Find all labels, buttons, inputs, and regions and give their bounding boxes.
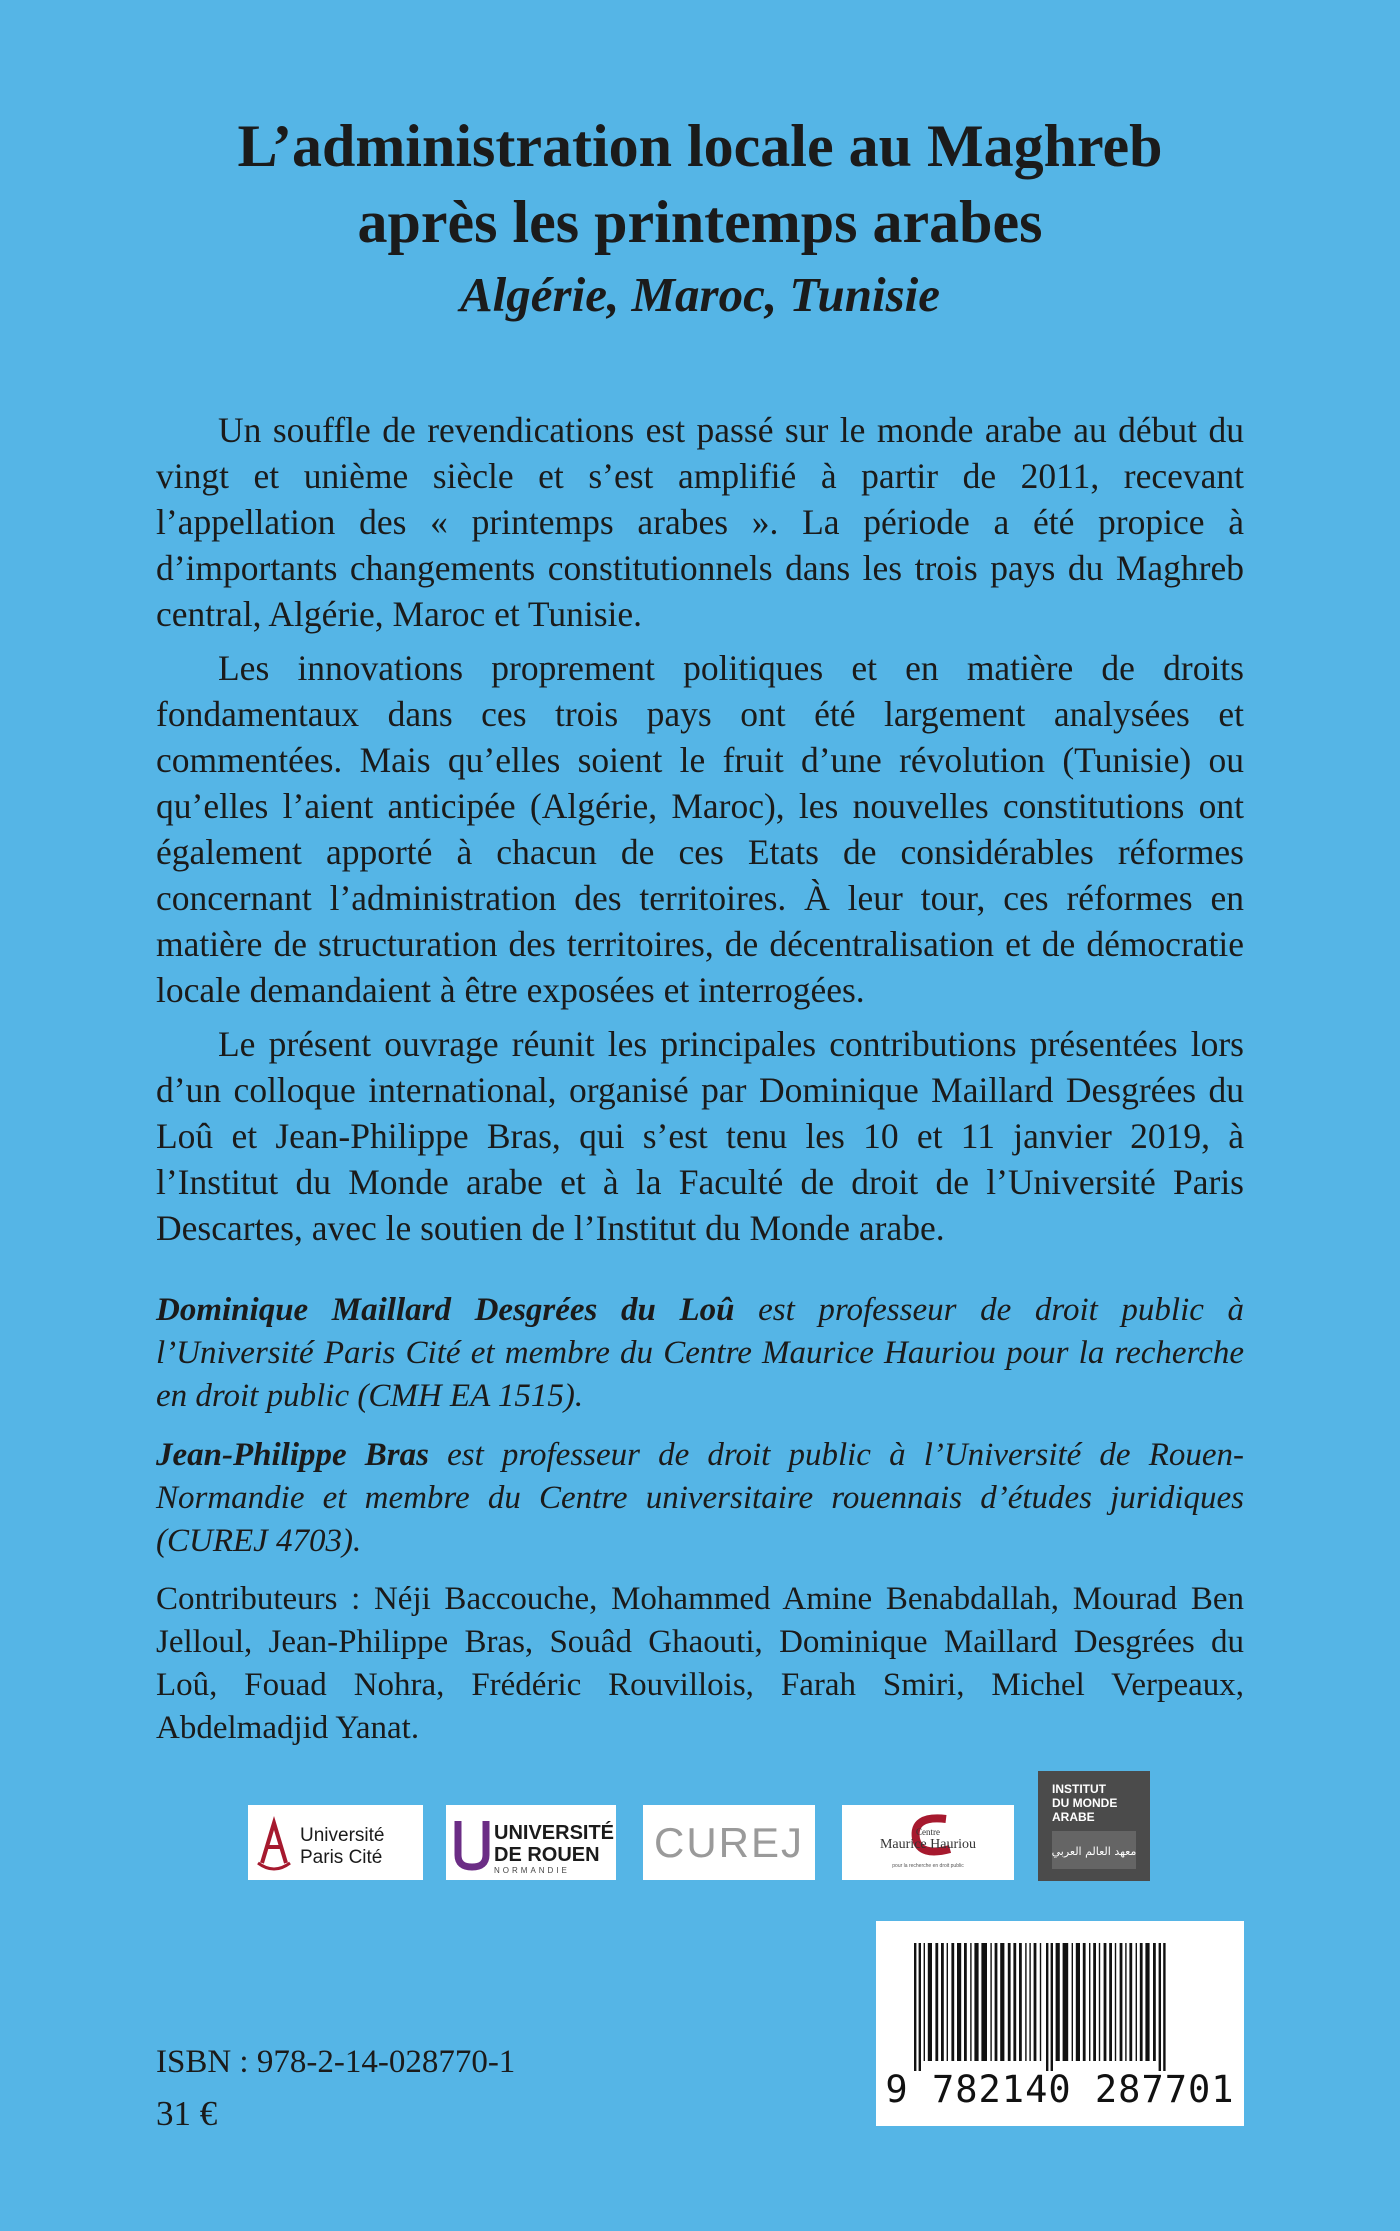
ima-arabic: معهد العالم العربي	[1051, 1845, 1137, 1858]
curej-logo	[643, 1805, 815, 1880]
barcode-bar	[957, 1943, 961, 2061]
rouen-emblem-icon	[446, 1805, 616, 1880]
universite-de-rouen-logo	[446, 1805, 616, 1880]
barcode-bar	[1104, 1943, 1107, 2061]
rouen-line2: DE ROUEN	[494, 1844, 600, 1866]
ima-line3: ARABE	[1052, 1810, 1095, 1824]
barcode-bar	[935, 1943, 938, 2061]
barcode-bar	[1046, 1943, 1048, 2071]
isbn: ISBN : 978-2-14-028770-1	[156, 2044, 516, 2080]
curej-text: CUREJ	[653, 1819, 805, 1866]
barcode-bar	[1153, 1943, 1156, 2061]
barcode-bar	[1120, 1943, 1123, 2061]
title-block	[0, 108, 1400, 330]
rouen-line1: UNIVERSITÉ	[494, 1822, 615, 1844]
upc-line1: Université	[300, 1825, 385, 1846]
barcode-bar	[1040, 1943, 1041, 2061]
author-bio-1	[156, 1289, 1244, 1418]
barcode-bar	[1013, 1943, 1016, 2061]
barcode-bar	[1029, 1943, 1030, 2061]
barcode-bar	[1099, 1943, 1100, 2061]
summary-text	[156, 407, 1244, 1259]
barcode-bar	[1129, 1943, 1132, 2061]
barcode-bar	[1159, 1943, 1161, 2071]
barcode-bar	[990, 1943, 991, 2061]
barcode-bar	[1051, 1943, 1053, 2071]
barcode-bars-icon	[876, 1921, 1244, 2071]
subtitle: Algérie, Maroc, Tunisie	[459, 267, 941, 322]
barcode-bar	[1072, 1943, 1073, 2061]
ima-emblem-icon	[1038, 1771, 1150, 1881]
barcode-bar	[1145, 1943, 1149, 2061]
upc-emblem-icon	[248, 1805, 423, 1880]
barcode-bar	[1076, 1943, 1080, 2061]
barcode-digits: 9 782140 287701	[885, 2068, 1235, 2111]
contributors: Contributeurs : Néji Baccouche, Mohammed Amine Benabdallah, Mourad Ben Jelloul, Jean-Philippe Bras, Souâd Ghaouti, Dominique Maillard Desgrées du Loû, Fouad Nohra, Frédéric Rouvillois, Farah Smiri, Michel Verpeaux, Abdelmadjid Yanat.	[156, 1581, 1244, 1746]
price: 31 €	[156, 2094, 218, 2133]
author-name-1: Dominique Maillard Desgrées du Loû	[156, 1292, 735, 1328]
centre-maurice-hauriou-logo	[842, 1805, 1014, 1880]
barcode-bar	[1008, 1943, 1011, 2061]
barcode-bar	[1163, 1943, 1165, 2071]
barcode-bar	[1034, 1943, 1037, 2061]
author-bio-text-1: est professeur de droit public à l’Université Paris Cité et membre du Centre Maurice Hauriou pour la recherche en droit public (CMH EA 1515).	[156, 1292, 1244, 1414]
barcode-bar	[1000, 1943, 1004, 2061]
barcode-bar	[924, 1943, 925, 2061]
barcode-bar	[1063, 1943, 1069, 2061]
barcode	[876, 1921, 1244, 2126]
barcode-bar	[1136, 1943, 1137, 2061]
barcode-bar	[981, 1943, 987, 2061]
barcode-bar	[964, 1943, 967, 2061]
barcode-bar	[941, 1943, 944, 2061]
barcode-bar	[1140, 1943, 1143, 2061]
barcode-bar	[1093, 1943, 1096, 2061]
barcode-bar	[1115, 1943, 1116, 2061]
hauriou-line2: Maurice Hauriou	[879, 1837, 977, 1852]
author-name-2: Jean-Philippe Bras	[156, 1437, 429, 1473]
institut-du-monde-arabe-logo	[1038, 1771, 1150, 1881]
summary-paragraph-1: Un souffle de revendications est passé sur le monde arabe au début du vingt et unième siècle et s’est amplifié à partir de 2011, recevant l’appellation des « printemps arabes ». La période a été propice à d’importants changements constitutionnels dans les trois pays du Maghreb central, Algérie, Maroc et Tunisie.	[156, 410, 1244, 634]
barcode-bar	[1089, 1943, 1090, 2061]
title-line-2: après les printemps arabes	[357, 189, 1043, 255]
barcode-bar	[995, 1943, 998, 2061]
hauriou-line3: pour la recherche en droit public	[892, 1863, 964, 1869]
ima-line2: DU MONDE	[1052, 1796, 1118, 1810]
ima-line1: INSTITUT	[1052, 1782, 1106, 1796]
universite-paris-cite-logo	[248, 1805, 423, 1880]
rouen-line3: NORMANDIE	[494, 1866, 570, 1875]
curej-wordmark-icon	[643, 1805, 815, 1880]
summary-paragraph-2: Les innovations proprement politiques et en matière de droits fondamentaux dans ces trois pays ont été largement analysées et commentées. Mais qu’elles soient le fruit d’une révolution (Tunisie) ou qu’elles l’aient anticipée (Algérie, Maroc), les nouvelles constitutions ont également apporté à chacun de ces Etats de considérables réformes concernant l’administration des territoires. À leur tour, ces réformes en matière de structuration des territoires, de décentralisation et de démocratie locale demandaient à être exposées et interrogées.	[156, 648, 1244, 1010]
barcode-bar	[1125, 1943, 1126, 2061]
summary-paragraph-3: Le présent ouvrage réunit les principales contributions présentées lors d’un colloque international, organisé par Dominique Maillard Desgrées du Loû et Jean-Philippe Bras, qui s’est tenu les 10 et 11 janvier 2019, à l’Institut du Monde arabe et à la Faculté de droit de l’Université Paris Descartes, avec le soutien de l’Institut du Monde arabe.	[156, 1024, 1244, 1248]
hauriou-line1: Centre	[916, 1827, 940, 1837]
barcode-bar	[970, 1943, 971, 2061]
upc-line2: Paris Cité	[300, 1847, 383, 1868]
barcode-bar	[974, 1943, 978, 2061]
barcode-bar	[928, 1943, 932, 2061]
barcode-bar	[947, 1943, 948, 2061]
barcode-bar	[1109, 1943, 1112, 2061]
barcode-bar	[1025, 1943, 1026, 2061]
hauriou-emblem-icon	[842, 1805, 1014, 1880]
barcode-bar	[951, 1943, 954, 2061]
barcode-bar	[914, 1943, 916, 2071]
barcode-bar	[919, 1943, 921, 2071]
barcode-bar	[1019, 1943, 1022, 2061]
barcode-bar	[1083, 1943, 1086, 2061]
title-line-1: L’administration locale au Maghreb	[237, 113, 1163, 179]
author-bio-2	[156, 1434, 1244, 1563]
barcode-bar	[1056, 1943, 1060, 2061]
author-bio-text-2: est professeur de droit public à l’Université de Rouen-Normandie et membre du Centre universitaire rouennais d’études juridiques (CUREJ 4703).	[156, 1437, 1244, 1559]
